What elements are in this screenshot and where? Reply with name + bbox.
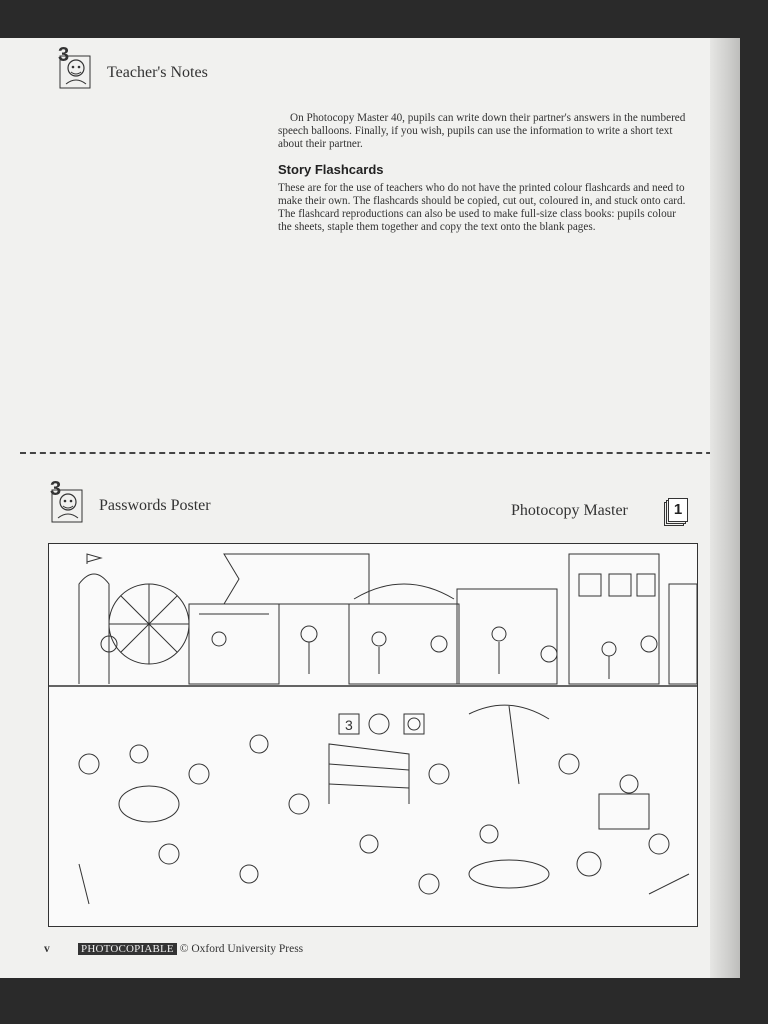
section-title: Teacher's Notes: [107, 64, 208, 81]
poster-illustration: [48, 543, 698, 927]
beach-town-scene: [49, 544, 697, 926]
intro-paragraph: On Photocopy Master 40, pupils can write down their partner's answers in the numbered speech balloons. Finally, if you wish, pupils can use the information to write a short text about their partner.: [278, 112, 686, 150]
footer-credit: [78, 943, 303, 955]
document-page: [0, 38, 740, 978]
photocopy-master-label: Photocopy Master: [511, 502, 628, 519]
photocopiable-badge: PHOTOCOPIABLE: [78, 943, 177, 955]
character-face-icon: [58, 44, 92, 88]
stacked-pages-icon: [664, 498, 686, 524]
cut-line-divider: [20, 452, 732, 454]
unit-number: 3: [58, 44, 70, 66]
subheading: Story Flashcards: [278, 162, 384, 177]
flashcards-paragraph: These are for the use of teachers who do not have the printed colour flashcards and need to make their own. The flashcards should be copied, cut out, coloured in, and stuck onto card. The flashcard reproductions can also be used to make full-size class books: pupils colour the sheets, staple them together and copy the text onto the blank pages.: [278, 182, 686, 233]
page-number: v: [44, 943, 50, 955]
character-face-icon: [50, 478, 84, 522]
poster-title: Passwords Poster: [99, 497, 211, 514]
unit-number: 3: [50, 478, 62, 500]
scene-number-badge: 3: [345, 717, 353, 733]
photocopy-master-number: 1: [668, 498, 688, 522]
copyright-text: © Oxford University Press: [179, 943, 304, 955]
book-spine-shadow: [710, 38, 740, 978]
